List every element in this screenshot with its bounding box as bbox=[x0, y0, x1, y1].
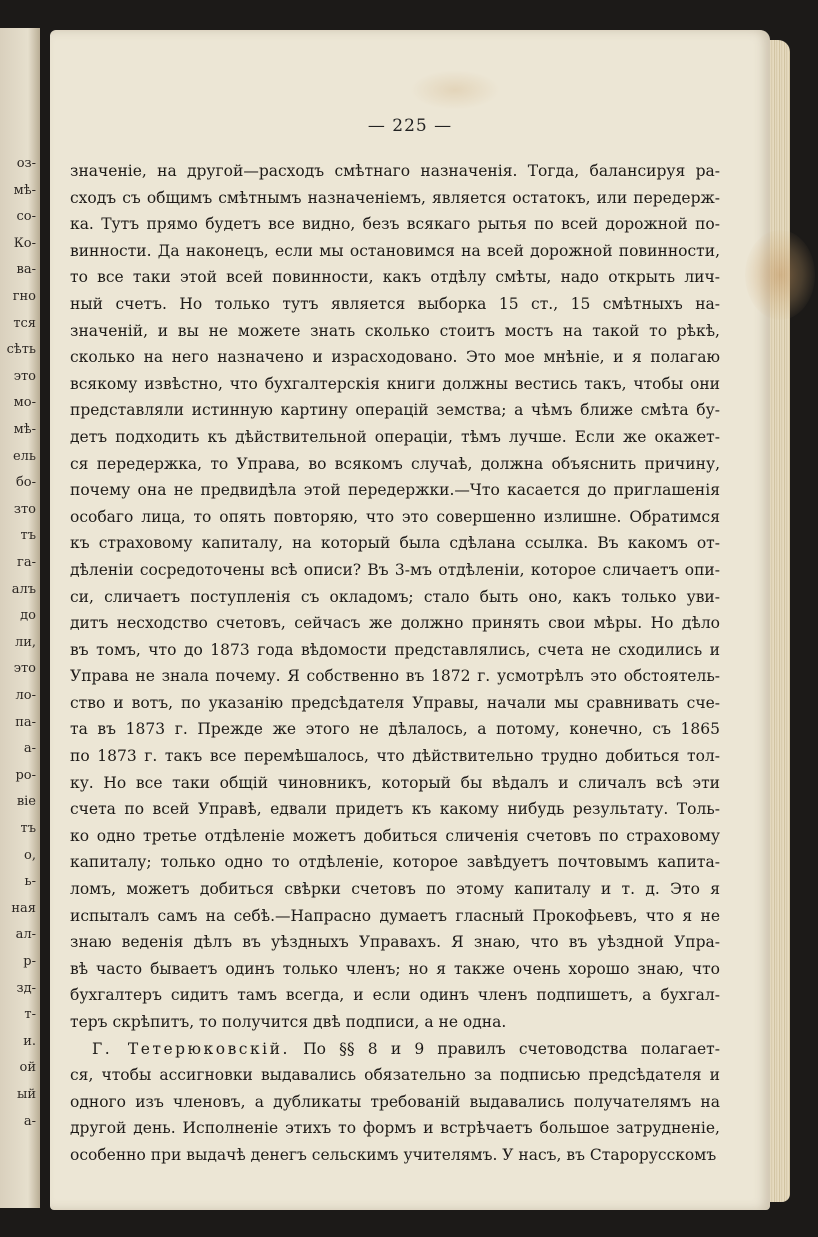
text-line: вѣ часто бываетъ одинъ только членъ; но я также очень хорошо знаю, что bbox=[70, 959, 720, 978]
text-line: особаго лица, то опять повторяю, что это совершенно излишне. Обратимся bbox=[70, 507, 720, 526]
left-page-fragment: ли, bbox=[14, 634, 36, 650]
text-line: въ томъ, что до 1873 года вѣдомости представлялись, счета не сходились и bbox=[70, 640, 720, 659]
text-line: ся, чтобы ассигновки выдавались обязательно за подписью предсѣдателя и bbox=[70, 1066, 720, 1085]
stain-mark bbox=[745, 230, 815, 320]
left-page-fragment: Ко- bbox=[13, 235, 36, 251]
left-page-fragment: и. bbox=[23, 1033, 36, 1049]
speaker-line-text: По §§ 8 и 9 правилъ счетоводства полагает- bbox=[289, 1039, 720, 1058]
left-page-fragment: а- bbox=[23, 1113, 36, 1129]
speaker-name: Г. Тетерюковскій. bbox=[92, 1039, 290, 1058]
left-page-fragment: гно bbox=[12, 289, 36, 304]
text-line: ку. Но все таки общій чиновникъ, который бы вѣдалъ и сличалъ всѣ эти bbox=[70, 773, 720, 792]
left-page-fragment: оз- bbox=[16, 156, 36, 171]
text-line: ка. Тутъ прямо будетъ все видно, безъ всякаго рытья по всей дорожной по- bbox=[70, 215, 720, 234]
text-line: знаю веденія дѣлъ въ уѣздныхъ Управахъ. Я знаю, что въ уѣздной Упра- bbox=[70, 933, 720, 952]
text-line: представляли истинную картину операцій земства; а чѣмъ ближе смѣта бу- bbox=[70, 401, 720, 420]
text-line: детъ подходить къ дѣйствительной операціи, тѣмъ лучше. Если же окажет- bbox=[70, 427, 720, 446]
book-page bbox=[50, 30, 770, 1210]
text-line: счета по всей Управѣ, едвали придетъ къ какому нибудь результату. Толь- bbox=[70, 800, 720, 819]
left-page-fragment: мо- bbox=[13, 395, 36, 411]
text-line: ся передержка, то Управа, во всякомъ случаѣ, должна объяснить причину, bbox=[70, 454, 720, 473]
left-page-fragment: р- bbox=[23, 954, 36, 969]
text-line: дитъ несходство счетовъ, сейчасъ же должно принять свои мѣры. Но дѣло bbox=[70, 614, 720, 633]
left-page-fragment: о, bbox=[24, 847, 36, 863]
left-page-fragment: зд- bbox=[16, 980, 36, 996]
left-page-fragment: а- bbox=[23, 741, 36, 757]
speaker-line bbox=[70, 1036, 720, 1063]
left-page-fragment: до bbox=[20, 608, 36, 624]
text-line: всякому извѣстно, что бухгалтерскія книги должны вестись такъ, чтобы они bbox=[70, 374, 720, 393]
left-page-fragment: ой bbox=[19, 1060, 36, 1076]
page-number: — 225 — bbox=[367, 116, 453, 136]
text-line: ство и вотъ, по указанію предсѣдателя Управы, начали мы сравнивать сче- bbox=[70, 693, 720, 712]
text-line: сколько на него назначено и израсходовано. Это мое мнѣніе, и я полагаю bbox=[70, 348, 720, 367]
text-line: къ страховому капиталу, на который была сдѣлана ссылка. Въ какомъ от- bbox=[70, 534, 720, 553]
text-line: особенно при выдачѣ денегъ сельскимъ учителямъ. У насъ, въ Старорусскомъ bbox=[70, 1145, 717, 1164]
left-page-fragment: тъ bbox=[20, 528, 36, 544]
text-line: си, сличаетъ поступленія съ окладомъ; стало быть оно, какъ только уви- bbox=[70, 587, 720, 606]
left-page-fragment: ро- bbox=[15, 767, 36, 783]
text-line: испыталъ самъ на себѣ.—Напрасно думаетъ гласный Прокофьевъ, что я не bbox=[70, 906, 720, 925]
left-page-fragment: зто bbox=[13, 501, 36, 517]
left-page-fragment: со- bbox=[16, 209, 36, 225]
text-line: теръ скрѣпитъ, то получится двѣ подписи, а не одна. bbox=[70, 1013, 507, 1031]
left-page-fragment: ал- bbox=[15, 927, 36, 943]
left-page-fragment: т- bbox=[24, 1007, 36, 1023]
left-page-fragment: алъ bbox=[11, 581, 36, 597]
body-text bbox=[70, 158, 720, 1169]
text-line: значеній, и вы не можете знать сколько стоитъ мостъ на такой то рѣкѣ, bbox=[70, 321, 720, 340]
left-page-fragment: ло- bbox=[15, 688, 36, 703]
left-page-fragment: ь- bbox=[24, 874, 36, 890]
stain-mark-top bbox=[410, 70, 500, 110]
left-page-fragment: па- bbox=[15, 714, 36, 730]
left-page-fragment: бо- bbox=[15, 475, 36, 491]
text-line: ный счетъ. Но только тутъ является выборка 15 ст., 15 смѣтныхъ на- bbox=[70, 294, 720, 313]
left-page-fragment: віе bbox=[16, 794, 36, 810]
left-page-fragment: это bbox=[13, 661, 36, 677]
left-page-fragment: тся bbox=[13, 315, 36, 331]
left-page-fragment: мѣ- bbox=[13, 422, 36, 437]
text-line: бухгалтеръ сидитъ тамъ всегда, и если одинъ членъ подпишетъ, а бухгал- bbox=[70, 986, 720, 1005]
text-line: сходъ съ общимъ смѣтнымъ назначеніемъ, является остатокъ, или передерж- bbox=[70, 188, 720, 207]
left-page-fragment: ва- bbox=[16, 262, 36, 278]
left-page-fragment: сѣть bbox=[6, 342, 36, 358]
left-page-fragment: это bbox=[13, 368, 36, 384]
left-page-fragment: га- bbox=[17, 555, 36, 570]
text-line: по 1873 г. такъ все перемѣшалось, что дѣйствительно трудно добиться тол- bbox=[70, 747, 720, 766]
text-line: ко одно третье отдѣленіе можетъ добиться сличенія счетовъ по страховому bbox=[70, 826, 720, 845]
left-page-fragment: мѣ- bbox=[13, 182, 36, 198]
text-line: другой день. Исполненіе этихъ то формъ и встрѣчаетъ большое затрудненіе, bbox=[70, 1119, 720, 1138]
left-page-fragment: тъ bbox=[20, 821, 36, 836]
text-line: почему она не предвидѣла этой передержки.—Что касается до приглашенія bbox=[70, 481, 720, 500]
adjacent-left-page bbox=[0, 28, 40, 1208]
text-line: ломъ, можетъ добиться свѣрки счетовъ по этому капиталу и т. д. Это я bbox=[70, 880, 720, 899]
left-page-fragment: ель bbox=[12, 448, 36, 464]
text-line: винности. Да наконецъ, если мы остановимся на всей дорожной повинности, bbox=[70, 241, 720, 260]
left-page-fragment: ый bbox=[16, 1087, 36, 1102]
text-line: одного изъ членовъ, а дубликаты требованій выдавались получателямъ на bbox=[70, 1092, 720, 1111]
text-line: та въ 1873 г. Прежде же этого не дѣлалось, а потому, конечно, съ 1865 bbox=[70, 720, 720, 739]
text-line: то все таки этой всей повинности, какъ отдѣлу смѣты, надо открыть лич- bbox=[70, 268, 720, 287]
text-line: капиталу; только одно то отдѣленіе, которое завѣдуетъ почтовымъ капита- bbox=[70, 853, 720, 872]
text-line: дѣленіи сосредоточены всѣ описи? Въ 3-мъ отдѣленіи, которое сличаетъ опи- bbox=[70, 560, 720, 579]
text-line: Управа не знала почему. Я собственно въ 1872 г. усмотрѣлъ это обстоятель- bbox=[70, 667, 720, 686]
left-page-fragment: ная bbox=[11, 900, 36, 916]
text-line: значеніе, на другой—расходъ смѣтнаго назначенія. Тогда, балансируя ра- bbox=[70, 162, 720, 180]
